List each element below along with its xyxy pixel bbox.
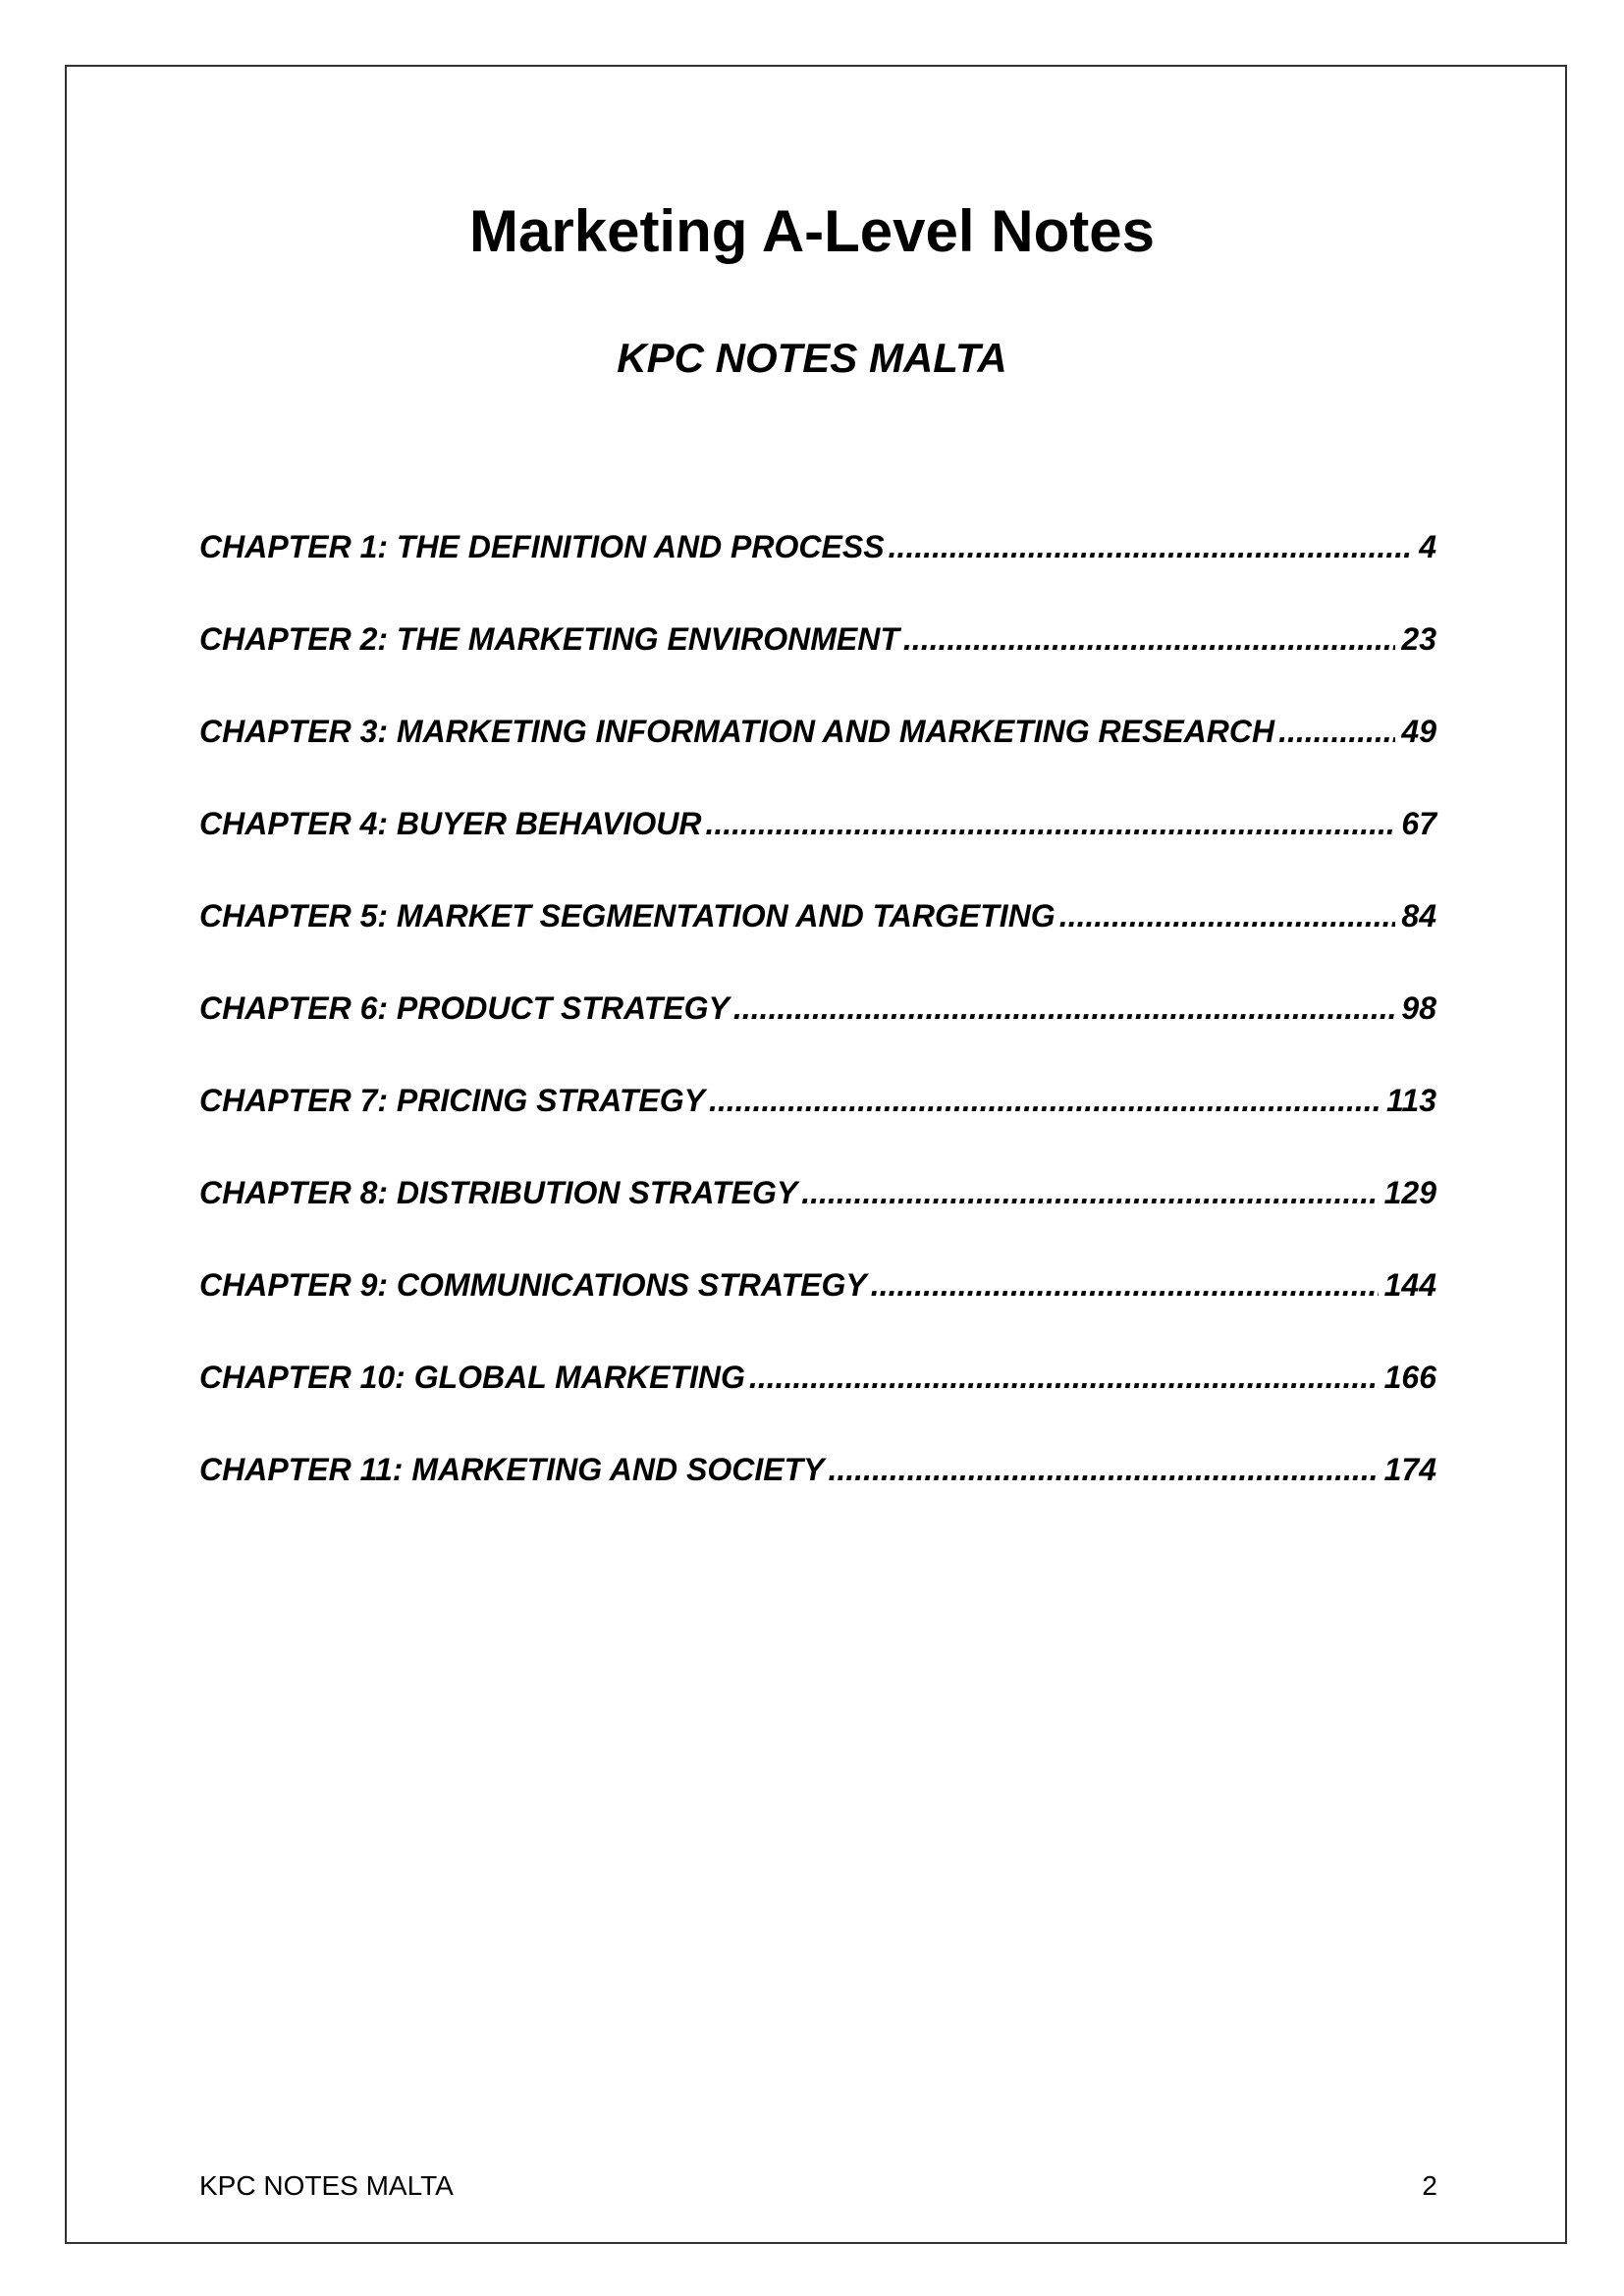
toc-entry-page: 174 (1383, 1452, 1436, 1487)
document-title: Marketing A-Level Notes (469, 198, 1155, 264)
toc-entry-page: 49 (1401, 714, 1436, 749)
toc-entry-page: 67 (1401, 806, 1436, 841)
toc-entry-label: CHAPTER 4: BUYER BEHAVIOUR (199, 806, 702, 841)
toc-dot-leader (705, 799, 1395, 848)
toc-entry-chapter-4[interactable] (199, 799, 1436, 891)
toc-entry-page: 84 (1401, 898, 1436, 934)
toc-entry-chapter-6[interactable] (199, 984, 1436, 1076)
toc-entry-label: CHAPTER 11: MARKETING AND SOCIETY (199, 1452, 825, 1487)
toc-entry-chapter-1[interactable] (199, 522, 1436, 614)
footer-publisher: KPC NOTES MALTA (199, 2170, 454, 2201)
toc-entry-chapter-10[interactable] (199, 1353, 1436, 1445)
toc-dot-leader (733, 984, 1396, 1033)
toc-entry-label: CHAPTER 1: THE DEFINITION AND PROCESS (199, 529, 885, 564)
toc-entry-chapter-2[interactable] (199, 614, 1436, 707)
toc-entry-page: 113 (1385, 1083, 1436, 1118)
toc-entry-label: CHAPTER 8: DISTRIBUTION STRATEGY (199, 1175, 798, 1210)
toc-entry-chapter-7[interactable] (199, 1076, 1436, 1168)
toc-entry-page: 23 (1401, 621, 1436, 657)
toc-entry-page: 4 (1419, 529, 1436, 564)
toc-entry-chapter-11[interactable] (199, 1445, 1436, 1537)
toc-entry-label: CHAPTER 7: PRICING STRATEGY (199, 1083, 705, 1118)
toc-entry-page: 129 (1383, 1175, 1436, 1210)
footer-page-number: 2 (1422, 2170, 1437, 2201)
table-of-contents (199, 522, 1436, 1537)
toc-entry-chapter-9[interactable] (199, 1260, 1436, 1353)
toc-dot-leader (749, 1353, 1379, 1402)
toc-entry-chapter-8[interactable] (199, 1168, 1436, 1260)
toc-dot-leader (871, 1260, 1379, 1309)
toc-entry-page: 144 (1383, 1267, 1436, 1303)
toc-dot-leader (1059, 891, 1396, 940)
toc-entry-label: CHAPTER 3: MARKETING INFORMATION AND MARKETING RESEARCH (199, 714, 1275, 749)
toc-entry-chapter-3[interactable] (199, 707, 1436, 799)
toc-dot-leader (1278, 707, 1395, 756)
toc-dot-leader (828, 1445, 1378, 1494)
toc-entry-label: CHAPTER 10: GLOBAL MARKETING (199, 1360, 745, 1395)
toc-entry-page: 98 (1401, 990, 1436, 1026)
toc-dot-leader (709, 1076, 1380, 1125)
toc-dot-leader (801, 1168, 1378, 1217)
toc-entry-label: CHAPTER 5: MARKET SEGMENTATION AND TARGETING (199, 898, 1056, 934)
toc-entry-label: CHAPTER 6: PRODUCT STRATEGY (199, 990, 730, 1026)
toc-entry-page: 166 (1383, 1360, 1436, 1395)
toc-entry-chapter-5[interactable] (199, 891, 1436, 984)
toc-entry-label: CHAPTER 9: COMMUNICATIONS STRATEGY (199, 1267, 867, 1303)
document-subtitle: KPC NOTES MALTA (617, 335, 1007, 381)
toc-dot-leader (903, 614, 1396, 664)
toc-dot-leader (889, 522, 1414, 571)
toc-entry-label: CHAPTER 2: THE MARKETING ENVIRONMENT (199, 621, 899, 657)
